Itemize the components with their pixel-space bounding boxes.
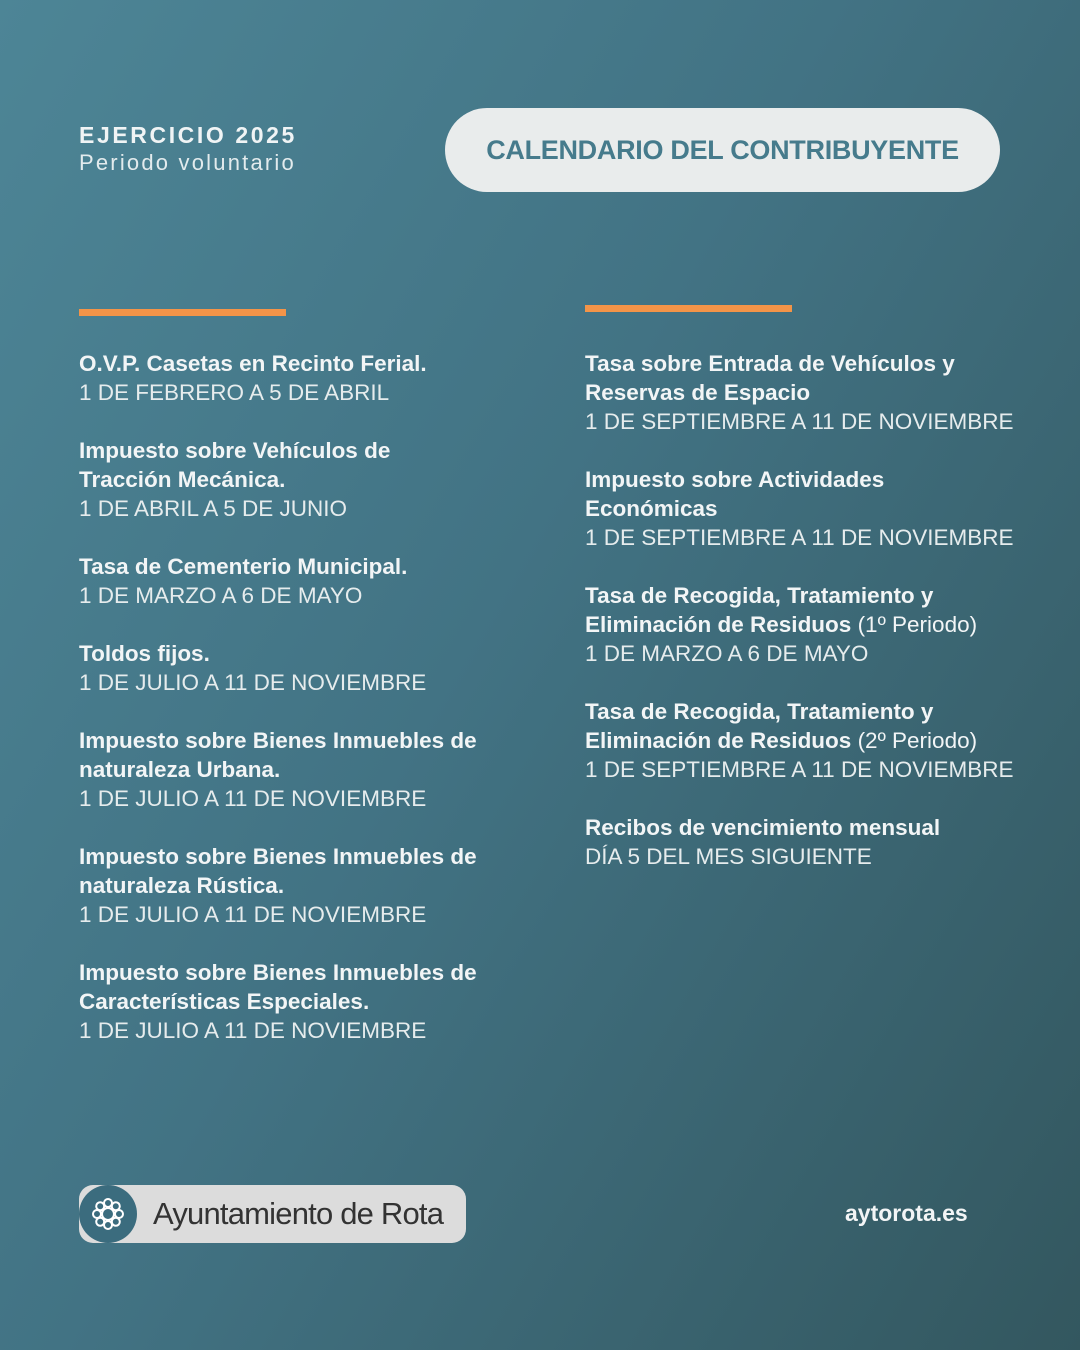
page-title: CALENDARIO DEL CONTRIBUYENTE xyxy=(486,134,959,165)
tax-entry-date: 1 DE JULIO A 11 DE NOVIEMBRE xyxy=(79,786,427,811)
rota-emblem-icon xyxy=(79,1185,137,1243)
tax-entry-title-text: Tasa sobre Entrada de Vehículos y Reservas de Espacio xyxy=(585,351,955,405)
ayuntamiento-logo xyxy=(79,1185,466,1243)
tax-entry-title: Impuesto sobre Bienes Inmuebles de naturaleza Urbana. xyxy=(79,728,477,782)
tax-entry-date: 1 DE ABRIL A 5 DE JUNIO xyxy=(79,496,348,521)
accent-divider-left xyxy=(79,309,286,316)
tax-entry xyxy=(79,726,479,813)
tax-entry-title: Impuesto sobre Bienes Inmuebles de naturaleza Rústica. xyxy=(79,844,477,898)
tax-entry-title: Tasa de Cementerio Municipal. xyxy=(79,554,408,579)
tax-entry-note: (2º Periodo) xyxy=(851,728,978,753)
tax-entry-title: Impuesto sobre Vehículos de Tracción Mecánica. xyxy=(79,438,391,492)
tax-entry xyxy=(585,813,1015,871)
tax-entry-note: (1º Periodo) xyxy=(851,612,978,637)
tax-entry-title-text: Tasa de Recogida, Tratamiento y Eliminación de Residuos xyxy=(585,583,934,637)
tax-entry-title-text: Impuesto sobre Actividades Económicas xyxy=(585,467,885,521)
periodo-label: Periodo voluntario xyxy=(79,150,296,175)
tax-entry xyxy=(79,436,479,523)
tax-entry-title xyxy=(585,349,1015,407)
tax-entry-date: 1 DE SEPTIEMBRE A 11 DE NOVIEMBRE xyxy=(585,757,1014,782)
tax-entry xyxy=(585,697,1015,784)
tax-entry-title xyxy=(585,813,1015,842)
tax-entry-title: O.V.P. Casetas en Recinto Ferial. xyxy=(79,351,427,376)
header-left xyxy=(79,122,297,176)
website-link[interactable]: aytorota.es xyxy=(845,1200,968,1226)
title-pill xyxy=(445,108,1000,192)
tax-entry-date: 1 DE FEBRERO A 5 DE ABRIL xyxy=(79,380,390,405)
ejercicio-label: EJERCICIO 2025 xyxy=(79,122,297,148)
tax-entry-title xyxy=(585,697,1015,755)
tax-entry-date: 1 DE MARZO A 6 DE MAYO xyxy=(79,583,363,608)
tax-entry-title xyxy=(585,465,1015,523)
tax-entry xyxy=(79,349,479,407)
tax-entry xyxy=(79,639,479,697)
tax-entry-date: 1 DE SEPTIEMBRE A 11 DE NOVIEMBRE xyxy=(585,525,1014,550)
tax-entry-title xyxy=(585,581,1015,639)
tax-entry-date: 1 DE MARZO A 6 DE MAYO xyxy=(585,641,869,666)
tax-entry xyxy=(79,842,479,929)
tax-entry-title-text: Recibos de vencimiento mensual xyxy=(585,815,941,840)
accent-divider-right xyxy=(585,305,792,312)
logo-text: Ayuntamiento de Rota xyxy=(153,1196,444,1231)
tax-entry-date: DÍA 5 DEL MES SIGUIENTE xyxy=(585,844,872,869)
tax-entry xyxy=(79,552,479,610)
tax-entry xyxy=(585,581,1015,668)
tax-entry xyxy=(585,349,1015,436)
right-column xyxy=(585,349,1015,900)
tax-entry-date: 1 DE JULIO A 11 DE NOVIEMBRE xyxy=(79,670,427,695)
tax-entry xyxy=(79,958,479,1045)
left-column xyxy=(79,349,479,1074)
tax-entry-date: 1 DE JULIO A 11 DE NOVIEMBRE xyxy=(79,1018,427,1043)
tax-entry-date: 1 DE JULIO A 11 DE NOVIEMBRE xyxy=(79,902,427,927)
tax-entry-title: Toldos fijos. xyxy=(79,641,210,666)
tax-entry-date: 1 DE SEPTIEMBRE A 11 DE NOVIEMBRE xyxy=(585,409,1014,434)
tax-entry xyxy=(585,465,1015,552)
tax-entry-title: Impuesto sobre Bienes Inmuebles de Características Especiales. xyxy=(79,960,477,1014)
tax-entry-title-text: Tasa de Recogida, Tratamiento y Eliminación de Residuos xyxy=(585,699,934,753)
